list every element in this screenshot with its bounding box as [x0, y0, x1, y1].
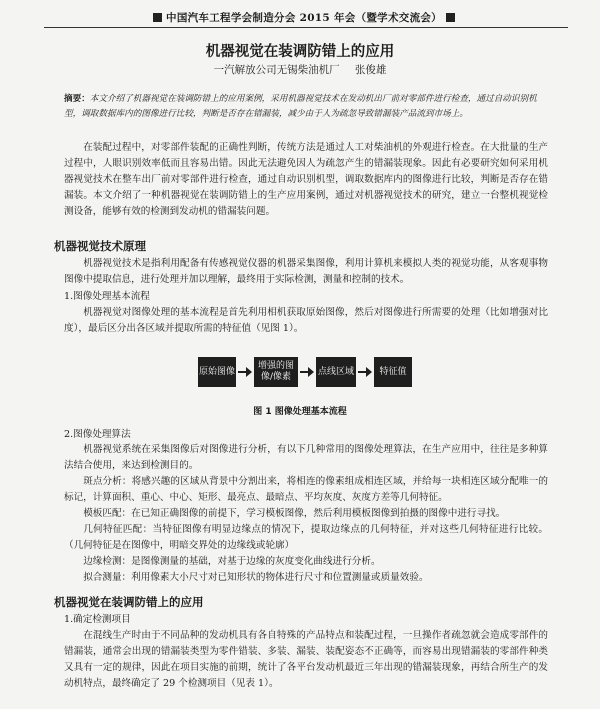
section1-sub1-heading: 1.图像处理基本流程 — [64, 291, 150, 302]
section1-sub1-paragraph: 机器视觉对图像处理的基本流程是首先利用相机获取原始图像，然后对图像进行所需要的处理（比如增强对比度），最后区分出各区域并提取所需的特征值（见图 1）。 — [64, 307, 548, 334]
flow-box-features: 特征值 — [374, 357, 412, 387]
paper-title: 机器视觉在装调防错上的应用 — [205, 44, 395, 60]
header-square-left — [153, 13, 162, 22]
section1-heading: 机器视觉技术原理 — [54, 239, 146, 253]
algorithm-geometric: 几何特征匹配：当特征图像有明显边缘点的情况下，提取边缘点的几何特征，并对这些几何特征进行比较。（几何特征是在图像中，明暗交界处的边缘线或轮廓） — [64, 524, 548, 551]
affiliation: 一汽解放公司无锡柴油机厂 — [213, 64, 340, 76]
abstract — [64, 92, 544, 121]
flow-arrow-3 — [358, 371, 370, 373]
header-rule — [44, 27, 568, 28]
section2-sub1-heading: 1.确定检测项目 — [64, 614, 131, 625]
section1-sub2-paragraph: 机器视觉系统在采集图像后对图像进行分析，有以下几种常用的图像处理算法，在生产应用中，往往是多种算法结合使用，来达到检测目的。 — [64, 444, 548, 471]
flow-arrow-2 — [300, 371, 312, 373]
section2-heading: 机器视觉在装调防错上的应用 — [54, 595, 204, 609]
intro-paragraph: 在装配过程中，对零部件装配的正确性判断，传统方法是通过人工对柴油机的外观进行检查。在大批量的生产过程中，人眼识别效率低而且容易出错。因此无法避免因人为疏忽产生的错漏装现象。因此有必要研究如何采用机器视觉技术在整车出厂前对零部件进行检查，通过自动识别机型，调取数据库内的图像进行比较，判断是否存在错漏装。本文介绍了一种机器视觉在装调防错上的生产应用案例，通过对机器视觉技术的研究，建立一台整机视觉检测设备，能够有效的检测到发动机的错漏装问题。 — [64, 142, 548, 217]
flow-arrow-1 — [238, 371, 250, 373]
author: 张俊雄 — [354, 64, 387, 76]
algorithm-template: 模板匹配：在已知正确图像的前提下，学习模板图像，然后利用模板图像到拍摄的图像中进行寻找。 — [83, 508, 506, 519]
flow-box-raw-image: 原始图像 — [198, 357, 236, 387]
algorithm-edge: 边缘检测：是图像测量的基础，对基于边缘的灰度变化曲线进行分析。 — [83, 556, 381, 567]
algorithm-fitting: 拟合测量：利用像素大小尺寸对已知形状的物体进行尺寸和位置测量或质量效验。 — [83, 572, 429, 583]
section1-paragraph: 机器视觉技术是指利用配备有传感视觉仪器的机器采集图像，利用计算机来模拟人类的视觉功能，从客观事物图像中提取信息，进行处理并加以理解，最终用于实际检测，测量和控制的技术。 — [64, 258, 548, 285]
byline — [0, 62, 600, 77]
figure-caption: 图 1 图像处理基本流程 — [253, 407, 347, 417]
process-flow-diagram — [198, 357, 418, 387]
abstract-label: 摘要： — [64, 94, 90, 104]
algorithm-blob: 斑点分析：将感兴趣的区域从背景中分割出来，将相连的像素组成相连区域，并给每一块相连区域分配唯一的标记，计算面积、重心、中心、矩形、最亮点、最暗点、平均灰度、灰度方差等几何特征。 — [64, 476, 548, 503]
section2-sub1-paragraph: 在混线生产时由于不同品种的发动机具有各自特殊的产品特点和装配过程，一旦操作者疏忽就会造成零部件的错漏装，通常会出现的错漏装类型为零件错装、多装、漏装、装配姿态不正确等，而容易出现错漏装的零部件种类又具有一定的规律，因此在项目实施的前期，统计了各平台发动机最近三年出现的错漏装现象，再结合所生产的发动机特点，最终确定了 29 个检测项目（见表 1）。 — [64, 630, 548, 689]
flow-box-regions: 点线区域 — [316, 357, 356, 387]
running-header — [44, 10, 564, 24]
flow-box-enhanced-image: 增强的图像/像素 — [254, 357, 298, 387]
header-square-right — [446, 13, 455, 22]
section1-sub2-heading: 2.图像处理算法 — [64, 429, 131, 440]
header-text: 中国汽车工程学会制造分会 2015 年会（暨学术交流会） — [166, 12, 442, 24]
abstract-text: 本文介绍了机器视觉在装调防错上的应用案例，采用机器视觉技术在发动机出厂前对零部件进行检查，通过自动识别机型，调取数据库内的图像进行比较，判断是否存在错漏装，减少由于人为疏忽导致错漏装产品流到市场上。 — [64, 94, 537, 119]
